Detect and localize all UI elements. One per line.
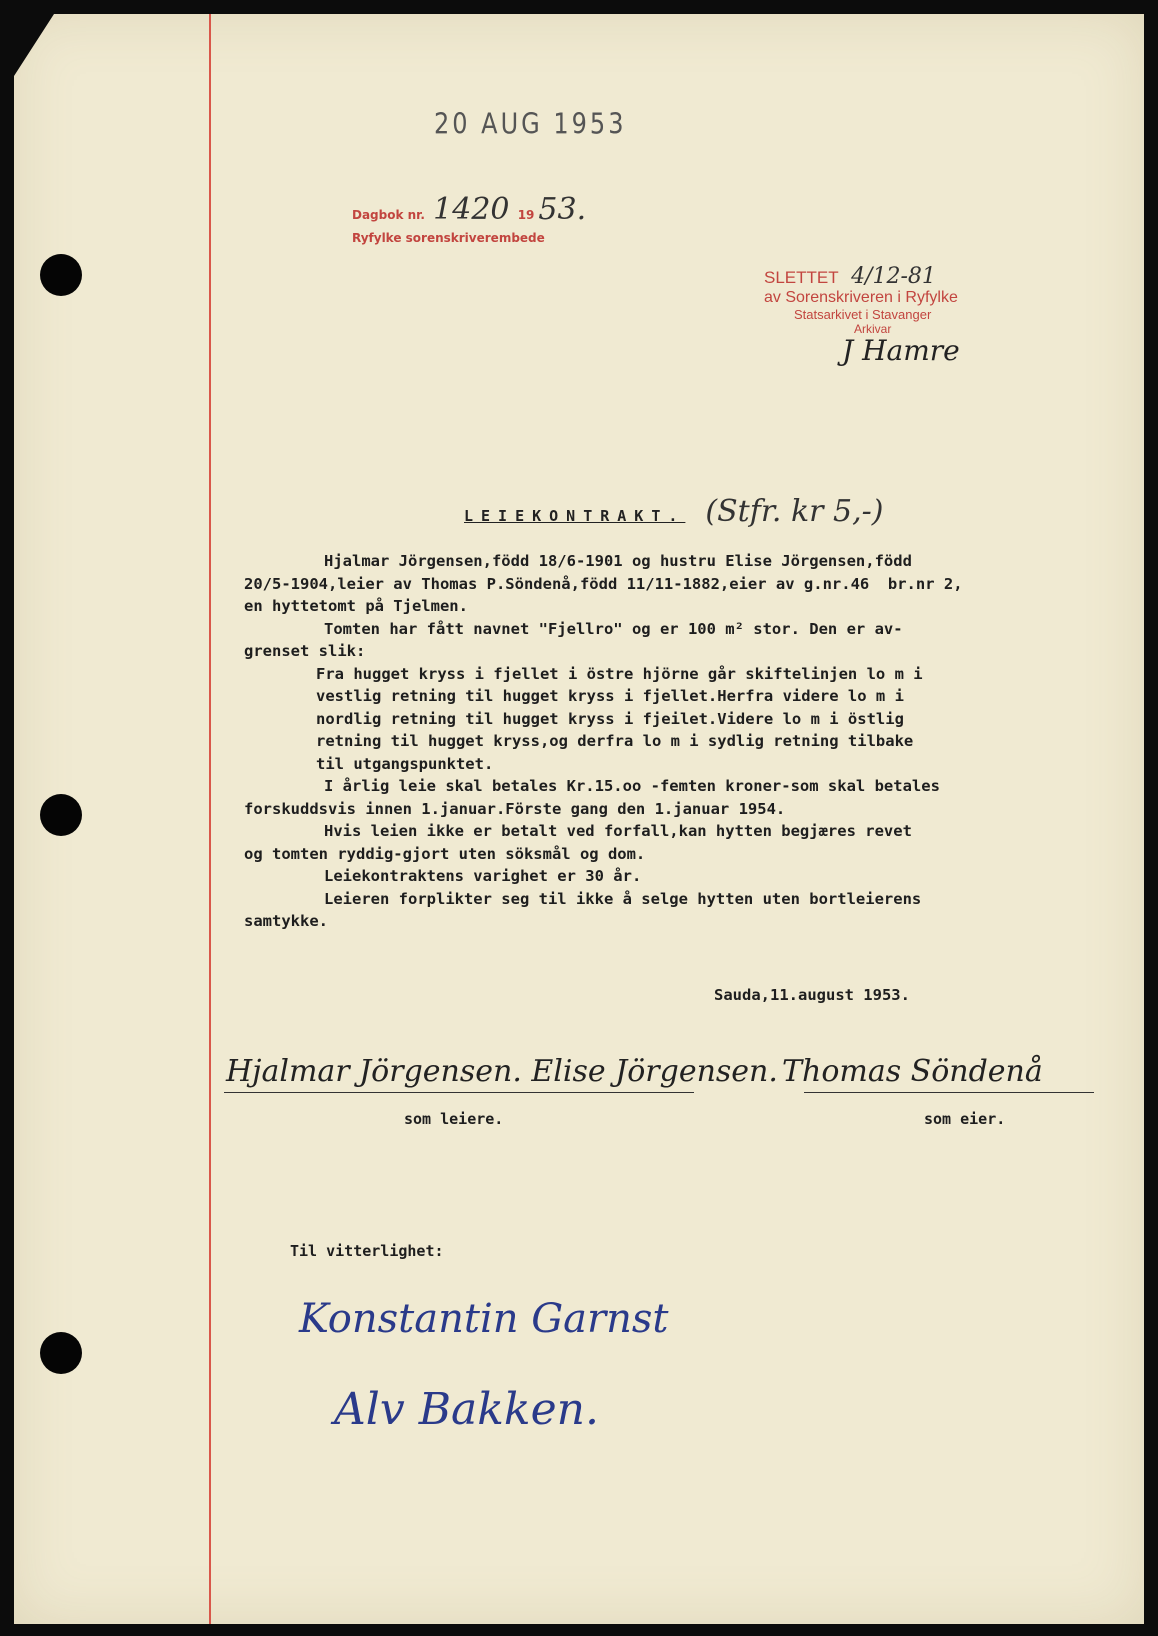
body-line: en hyttetomt på Tjelmen. [244, 597, 468, 615]
lessor-role: som eier. [924, 1110, 1006, 1128]
body-line: Leieren forplikter seg til ikke å selge hytten uten bortleierens [324, 889, 922, 908]
dagbok-number: 1420 [433, 192, 510, 227]
body-line: Tomten har fått navnet "Fjellro" og er 100 m² stor. Den er av- [324, 619, 903, 638]
body-line: 20/5-1904,leier av Thomas P.Söndenå,född 11/11-1882,eier av g.nr.46 br.nr 2, [244, 574, 963, 593]
body-line: til utgangspunktet. [316, 754, 494, 773]
slettet-stamp [764, 264, 958, 336]
body-line: forskuddsvis innen 1.januar.Förste gang den 1.januar 1954. [244, 799, 786, 818]
slettet-role: Arkivar [854, 322, 892, 336]
body-line: Hvis leien ikke er betalt ved forfall,kan hytten begjæres revet [324, 822, 912, 840]
signature-line-lessor [804, 1092, 1094, 1093]
body-line: og tomten ryddig-gjort uten söksmål og dom. [244, 844, 646, 863]
dagbok-year-prefix: 19 [517, 208, 535, 222]
body-line: vestlig retning til hugget kryss i fjellet.Herfra videre lo m i [316, 687, 904, 705]
body-line: Fra hugget kryss i fjellet i östre hjörne går skiftelinjen lo m i [316, 664, 923, 683]
slettet-by: av Sorenskriveren i Ryfylke [764, 289, 958, 306]
punch-hole-bottom [40, 1332, 82, 1374]
slettet-archive: Statsarkivet i Stavanger [794, 307, 932, 322]
dagbok-year-suffix: 53. [538, 192, 587, 227]
document-page [14, 14, 1144, 1624]
lessee-signature: Hjalmar Jörgensen. Elise Jörgensen. [226, 1054, 778, 1089]
lessor-signature: Thomas Söndenå [782, 1054, 1043, 1089]
stamp-fee-note: (Stfr. kr 5,-) [705, 494, 884, 529]
dagbok-prefix: Dagbok nr. [352, 208, 425, 222]
body-line: nordlig retning til hugget kryss i fjeilet.Videre lo m i östlig [316, 709, 904, 728]
body-line: retning til hugget kryss,og derfra lo m i sydlig retning tilbake [316, 732, 914, 750]
signature-line-lessee [224, 1092, 694, 1093]
slettet-date: 4/12-81 [851, 264, 936, 289]
lessee-role: som leiere. [404, 1110, 504, 1128]
dagbok-office: Ryfylke sorenskriverembede [352, 231, 545, 245]
archivist-signature: J Hamre [842, 334, 960, 367]
body-line: Hjalmar Jörgensen,född 18/6-1901 og hustru Elise Jörgensen,född [324, 552, 912, 570]
contract-body [244, 550, 1104, 933]
date-received-stamp: 20 AUG 1953 [434, 107, 627, 141]
body-line: Leiekontraktens varighet er 30 år. [324, 867, 642, 885]
margin-line [209, 14, 211, 1624]
punch-hole-middle [40, 794, 82, 836]
title-row [464, 494, 883, 529]
dagbok-stamp [352, 192, 590, 245]
folded-corner [14, 14, 54, 76]
witness-signature-1: Konstantin Garnst [299, 1296, 669, 1342]
punch-hole-top [40, 254, 82, 296]
place-date: Sauda,11.august 1953. [714, 986, 910, 1004]
document-title: LEIEKONTRAKT. [464, 507, 686, 525]
body-line: I årlig leie skal betales Kr.15.oo -femten kroner-som skal betales [324, 777, 940, 795]
slettet-label: SLETTET [764, 268, 839, 287]
body-line: samtykke. [244, 912, 328, 930]
witness-signature-2: Alv Bakken. [334, 1384, 599, 1435]
body-line: grenset slik: [244, 642, 366, 660]
witness-label: Til vitterlighet: [290, 1242, 444, 1260]
